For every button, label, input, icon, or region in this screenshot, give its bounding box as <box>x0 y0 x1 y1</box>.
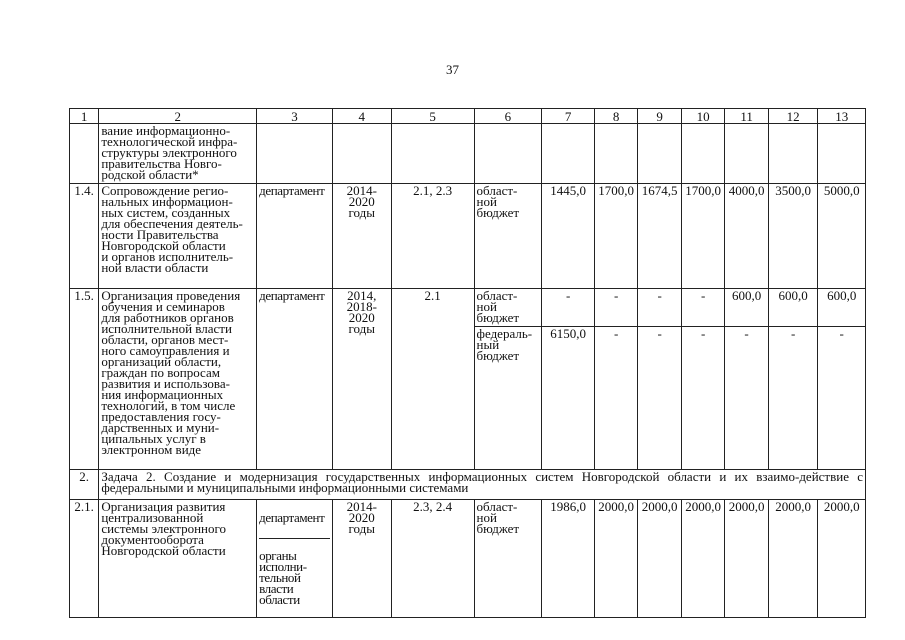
row-number: 2.1. <box>70 500 99 618</box>
cell <box>257 124 333 184</box>
executor-divider <box>259 538 330 539</box>
executor-primary: департамент <box>259 510 325 525</box>
amount-2015: 2000,0 <box>594 500 637 618</box>
amount-2017: 1700,0 <box>681 184 724 289</box>
activity-name: Организация развития централизованной системы электронного документооборота Новгородской области <box>99 500 257 618</box>
table-row-1-4 <box>70 184 866 289</box>
amount-2018: - <box>725 327 768 470</box>
row-number: 2. <box>70 470 99 500</box>
header-cell: 1 <box>70 109 99 124</box>
table-row-task-2 <box>70 470 866 500</box>
header-cell: 8 <box>594 109 637 124</box>
executor-secondary: органы исполни- тельной власти области <box>259 548 307 607</box>
cell <box>638 124 681 184</box>
activity-name: Организация проведения обучения и семинаров для работников органов исполнительной власти области, органов мест- ного самоуправления и организаций области, граждан по вопросам развития и использова- ния информационных технологий, в том числе предоставления госу- дарственных и муни- ципальных услуг в электронном виде <box>99 289 257 470</box>
amount-2016: - <box>638 289 681 327</box>
table-row-2-1 <box>70 500 866 618</box>
amount-2015: - <box>594 289 637 327</box>
target-indicator: 2.1 <box>391 289 474 470</box>
header-cell: 5 <box>391 109 474 124</box>
cell <box>542 124 595 184</box>
funding-source: област- ной бюджет <box>474 500 542 618</box>
cell <box>594 124 637 184</box>
amount-2016: 1674,5 <box>638 184 681 289</box>
period: 2014- 2020 годы <box>332 184 391 289</box>
header-cell: 10 <box>681 109 724 124</box>
cell <box>818 124 866 184</box>
program-table <box>69 108 866 618</box>
header-cell: 11 <box>725 109 768 124</box>
amount-2017: - <box>681 327 724 470</box>
row-number: 1.4. <box>70 184 99 289</box>
amount-2020: 2000,0 <box>818 500 866 618</box>
target-indicator: 2.3, 2.4 <box>391 500 474 618</box>
amount-2018: 2000,0 <box>725 500 768 618</box>
cell <box>681 124 724 184</box>
amount-2019: 2000,0 <box>768 500 818 618</box>
amount-2017: 2000,0 <box>681 500 724 618</box>
amount-2019: 600,0 <box>768 289 818 327</box>
amount-2016: 2000,0 <box>638 500 681 618</box>
page-number: 37 <box>446 62 459 77</box>
header-cell: 12 <box>768 109 818 124</box>
executor: департамент <box>257 289 333 470</box>
activity-name: вание информационно- технологической инфра- структуры электронного правительства Новго- родской области* <box>99 124 257 184</box>
period: 2014- 2020 годы <box>332 500 391 618</box>
table-row-continuation <box>70 124 866 184</box>
table-row-1-5-regional <box>70 289 866 327</box>
row-number: 1.5. <box>70 289 99 470</box>
cell <box>474 124 542 184</box>
amount-2020: 600,0 <box>818 289 866 327</box>
header-cell: 6 <box>474 109 542 124</box>
header-row <box>70 109 866 124</box>
amount-2014: 1986,0 <box>542 500 595 618</box>
amount-2018: 600,0 <box>725 289 768 327</box>
amount-2014: 6150,0 <box>542 327 595 470</box>
cell <box>725 124 768 184</box>
executor: департамент <box>257 184 333 289</box>
amount-2019: - <box>768 327 818 470</box>
header-cell: 3 <box>257 109 333 124</box>
amount-2020: 5000,0 <box>818 184 866 289</box>
amount-2014: - <box>542 289 595 327</box>
activity-name: Сопровождение регио- нальных информацион- ных систем, созданных для обеспечения деятель- ности Правительства Новгородской области и органов исполнитель- ной власти области <box>99 184 257 289</box>
target-indicator: 2.1, 2.3 <box>391 184 474 289</box>
funding-source: федераль- ный бюджет <box>474 327 542 470</box>
amount-2019: 3500,0 <box>768 184 818 289</box>
funding-source: област- ной бюджет <box>474 289 542 327</box>
header-cell: 7 <box>542 109 595 124</box>
cell <box>391 124 474 184</box>
funding-source: област- ной бюджет <box>474 184 542 289</box>
executor <box>257 500 333 618</box>
amount-2016: - <box>638 327 681 470</box>
amount-2015: - <box>594 327 637 470</box>
amount-2015: 1700,0 <box>594 184 637 289</box>
cell <box>768 124 818 184</box>
cell <box>332 124 391 184</box>
amount-2014: 1445,0 <box>542 184 595 289</box>
amount-2018: 4000,0 <box>725 184 768 289</box>
header-cell: 13 <box>818 109 866 124</box>
amount-2020: - <box>818 327 866 470</box>
header-cell: 2 <box>99 109 257 124</box>
header-cell: 4 <box>332 109 391 124</box>
amount-2017: - <box>681 289 724 327</box>
period: 2014, 2018- 2020 годы <box>332 289 391 470</box>
header-cell: 9 <box>638 109 681 124</box>
task-heading: Задача 2. Создание и модернизация государственных информационных систем Новгородской области и их взаимо-действие с федеральными и муниципальными информационными системами <box>99 470 866 500</box>
row-number <box>70 124 99 184</box>
